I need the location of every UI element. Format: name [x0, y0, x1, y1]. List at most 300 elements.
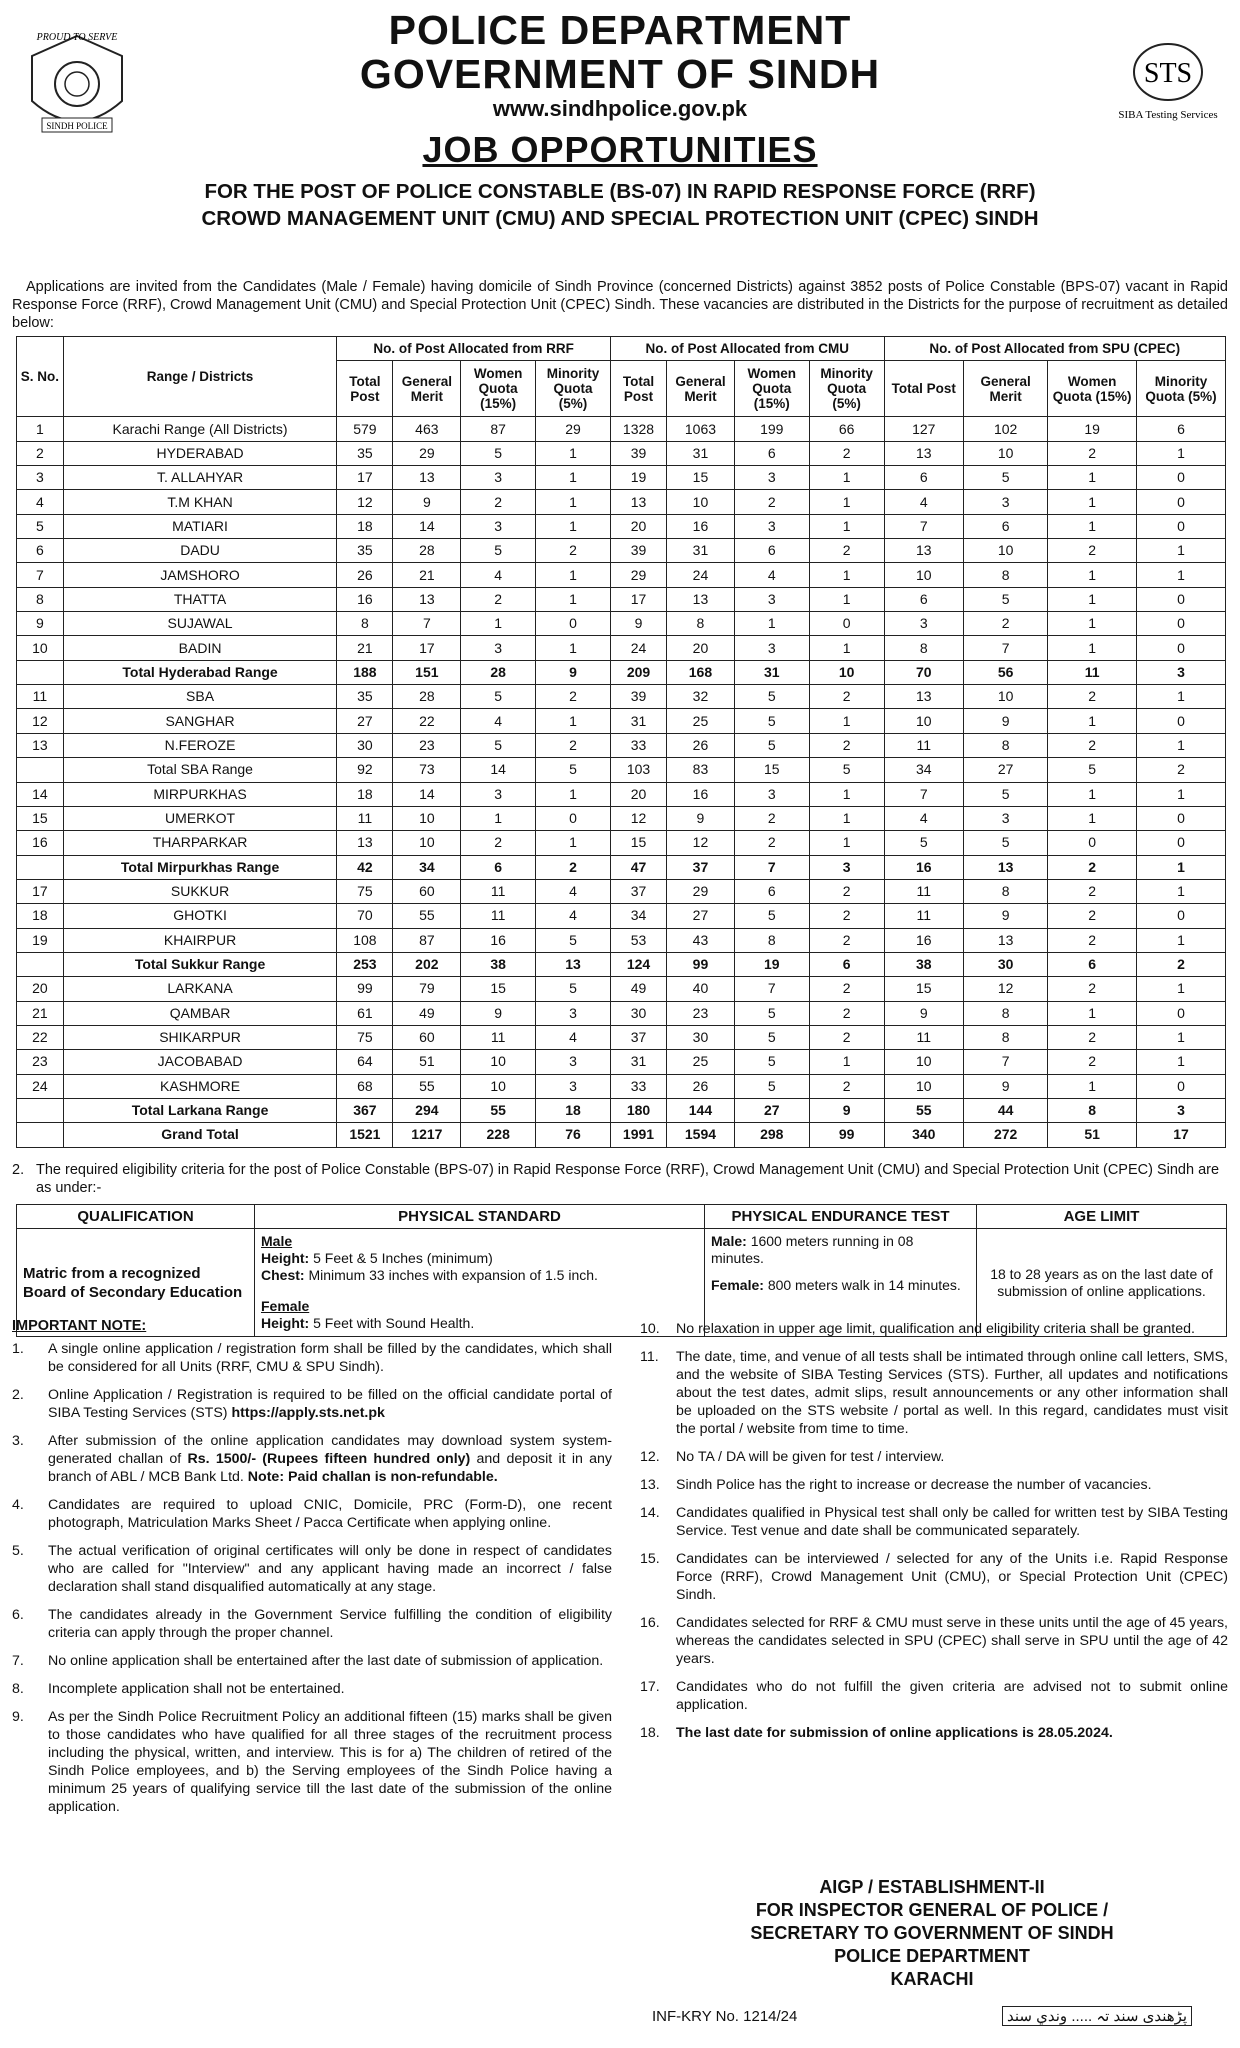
row-value: 1 [1048, 466, 1137, 490]
row-value: 8 [964, 1025, 1048, 1049]
row-value: 1 [1048, 1074, 1137, 1098]
row-value: 76 [536, 1123, 611, 1147]
row-sno: 24 [17, 1074, 64, 1098]
header-qualification: QUALIFICATION [17, 1205, 255, 1229]
row-value: 1 [1137, 441, 1226, 465]
row-district: SUKKUR [63, 879, 337, 903]
row-district: QAMBAR [63, 1001, 337, 1025]
row-district: Total Hyderabad Range [63, 660, 337, 684]
row-value: 7 [734, 855, 809, 879]
subheader-total: Total Post [337, 361, 393, 417]
row-value: 1 [1048, 514, 1137, 538]
row-value: 5 [461, 539, 536, 563]
row-value: 1 [809, 1050, 884, 1074]
row-value: 0 [1137, 1074, 1226, 1098]
row-value: 1 [1137, 879, 1226, 903]
intro-paragraph: Applications are invited from the Candidates (Male / Female) having domicile of Sindh Province (concerned Districts) against 3852 posts of Police Constable (BPS-07) vacant in Rapid Response Force (RRF), Crowd Management Unit (CMU) and Special Protection Unit (CPEC) Sindh. These vacancies are distributed in the Districts for the purpose of recruitment as detailed below: [12, 279, 1228, 331]
row-value: 49 [393, 1001, 461, 1025]
row-value: 28 [393, 685, 461, 709]
row-value: 31 [667, 441, 735, 465]
row-value: 18 [337, 782, 393, 806]
row-value: 5 [1048, 758, 1137, 782]
row-value: 8 [734, 928, 809, 952]
row-value: 38 [884, 952, 964, 976]
row-value: 55 [393, 1074, 461, 1098]
subheader-women: Women Quota (15%) [1048, 361, 1137, 417]
row-value: 27 [734, 1098, 809, 1122]
row-value: 13 [536, 952, 611, 976]
row-value: 3 [964, 806, 1048, 830]
row-value: 6 [964, 514, 1048, 538]
row-value: 2 [1048, 855, 1137, 879]
row-value: 9 [884, 1001, 964, 1025]
row-value: 340 [884, 1123, 964, 1147]
row-value: 92 [337, 758, 393, 782]
row-district: HYDERABAD [63, 441, 337, 465]
table-row [17, 782, 1226, 806]
table-row [17, 563, 1226, 587]
row-value: 1 [1048, 490, 1137, 514]
row-value: 168 [667, 660, 735, 684]
row-district: Total Mirpurkhas Range [63, 855, 337, 879]
row-value: 2 [809, 441, 884, 465]
row-district: MIRPURKHAS [63, 782, 337, 806]
row-value: 32 [667, 685, 735, 709]
row-value: 24 [667, 563, 735, 587]
row-value: 10 [461, 1074, 536, 1098]
website-link[interactable]: www.sindhpolice.gov.pk [492, 96, 748, 121]
row-value: 30 [610, 1001, 666, 1025]
row-value: 13 [337, 831, 393, 855]
row-value: 1 [1048, 806, 1137, 830]
row-value: 1 [1137, 563, 1226, 587]
svg-text:SIBA Testing Services: SIBA Testing Services [1118, 109, 1218, 121]
row-value: 5 [734, 1025, 809, 1049]
row-value: 8 [964, 879, 1048, 903]
row-value: 4 [536, 1025, 611, 1049]
row-value: 99 [667, 952, 735, 976]
row-value: 1 [1137, 782, 1226, 806]
note-item: 7. No online application shall be entertained after the last date of submission of application. [12, 1653, 604, 1669]
row-district: SANGHAR [63, 709, 337, 733]
row-value: 5 [536, 758, 611, 782]
note-item: 1. A single online application / registration form shall be filled by the candidates, which shall be considered for all Units (RRF, CMU & SPU Sindh). [12, 1341, 612, 1375]
row-value: 5 [461, 733, 536, 757]
row-value: 30 [964, 952, 1048, 976]
criteria-table [16, 1204, 1227, 1337]
row-value: 2 [1048, 977, 1137, 1001]
row-value: 1 [1137, 733, 1226, 757]
row-value: 2 [734, 831, 809, 855]
row-value: 18 [536, 1098, 611, 1122]
row-value: 3 [964, 490, 1048, 514]
row-value: 21 [393, 563, 461, 587]
row-value: 13 [964, 855, 1048, 879]
row-value: 29 [536, 417, 611, 441]
note-item: 2. Online Application / Registration is required to be filled on the official candidate portal of SIBA Testing Services (STS) https://apply.sts.net.pk [12, 1387, 612, 1421]
row-district: JAMSHORO [63, 563, 337, 587]
urdu-slogan: پڑھندی سند تہ ..... وندي سند [1002, 2006, 1192, 2026]
row-value: 1 [1137, 539, 1226, 563]
table-row [17, 1123, 1226, 1147]
row-value: 9 [461, 1001, 536, 1025]
row-value: 38 [461, 952, 536, 976]
row-value: 2 [1048, 441, 1137, 465]
endurance-cell: Male: 1600 meters running in 08 minutes. Female: 800 meters walk in 14 minutes. [705, 1229, 977, 1337]
row-value: 10 [809, 660, 884, 684]
note-item: 18. The last date for submission of online applications is 28.05.2024. [640, 1725, 1113, 1741]
row-value: 6 [1137, 417, 1226, 441]
row-value: 64 [337, 1050, 393, 1074]
row-value: 1 [1048, 587, 1137, 611]
row-value: 16 [884, 928, 964, 952]
row-value: 20 [667, 636, 735, 660]
row-value: 1 [536, 466, 611, 490]
table-row [17, 441, 1226, 465]
row-value: 1 [536, 441, 611, 465]
row-value: 3 [809, 855, 884, 879]
row-value: 228 [461, 1123, 536, 1147]
row-value: 5 [884, 831, 964, 855]
row-value: 15 [884, 977, 964, 1001]
row-value: 34 [610, 904, 666, 928]
row-value: 11 [337, 806, 393, 830]
row-sno [17, 758, 64, 782]
row-sno [17, 952, 64, 976]
row-value: 24 [610, 636, 666, 660]
row-value: 43 [667, 928, 735, 952]
row-sno [17, 1098, 64, 1122]
row-sno: 6 [17, 539, 64, 563]
row-value: 1 [1137, 1025, 1226, 1049]
row-value: 1 [809, 587, 884, 611]
note-item: 11. The date, time, and venue of all tests shall be intimated through online call letters, SMS, and the website of SIBA Testing Services (STS). Further, all updates and notifications about the test dates, admit slips, result announcements or any other information shall be uploaded on the STS website / portal as well. In this regard, candidates must visit the portal / website from time to time. [640, 1349, 1228, 1437]
row-value: 2 [1048, 539, 1137, 563]
row-district: GHOTKI [63, 904, 337, 928]
notes-left [12, 1340, 612, 1826]
row-sno: 19 [17, 928, 64, 952]
row-value: 13 [964, 928, 1048, 952]
row-value: 35 [337, 441, 393, 465]
row-value: 8 [1048, 1098, 1137, 1122]
table-row [17, 806, 1226, 830]
row-value: 3 [536, 1001, 611, 1025]
row-value: 66 [809, 417, 884, 441]
table-row [17, 733, 1226, 757]
row-value: 5 [809, 758, 884, 782]
row-value: 1 [461, 612, 536, 636]
row-value: 12 [964, 977, 1048, 1001]
row-value: 5 [734, 1001, 809, 1025]
row-value: 6 [461, 855, 536, 879]
row-value: 5 [461, 441, 536, 465]
row-value: 0 [1137, 1001, 1226, 1025]
row-sno: 12 [17, 709, 64, 733]
row-value: 1 [1137, 928, 1226, 952]
table-row [17, 1001, 1226, 1025]
row-value: 1328 [610, 417, 666, 441]
row-value: 1063 [667, 417, 735, 441]
row-district: THATTA [63, 587, 337, 611]
header-sno: S. No. [17, 337, 64, 417]
row-value: 1 [809, 831, 884, 855]
row-value: 16 [667, 514, 735, 538]
row-value: 0 [536, 612, 611, 636]
note-item: 14. Candidates qualified in Physical test shall only be called for written test by SIBA Testing Service. Test venue and date shall be communicated separately. [640, 1505, 1228, 1539]
note-2: 2. The required eligibility criteria for the post of Police Constable (BPS-07) in Rapid Response Force (RRF), Crowd Management Unit (CMU) and Special Protection Unit (CPEC) Sindh are as under:- [12, 1162, 1220, 1196]
header-range: Range / Districts [63, 337, 337, 417]
subheader-total: Total Post [884, 361, 964, 417]
row-value: 12 [667, 831, 735, 855]
row-value: 1 [1048, 636, 1137, 660]
row-value: 188 [337, 660, 393, 684]
note-item: 8. Incomplete application shall not be entertained. [12, 1681, 345, 1697]
row-sno: 10 [17, 636, 64, 660]
row-value: 33 [610, 733, 666, 757]
row-sno: 15 [17, 806, 64, 830]
row-value: 5 [964, 831, 1048, 855]
row-value: 2 [1048, 879, 1137, 903]
row-value: 14 [393, 782, 461, 806]
row-value: 30 [667, 1025, 735, 1049]
row-value: 1 [809, 490, 884, 514]
row-value: 12 [337, 490, 393, 514]
row-value: 2 [1137, 758, 1226, 782]
row-value: 40 [667, 977, 735, 1001]
row-sno: 21 [17, 1001, 64, 1025]
row-district: Total Sukkur Range [63, 952, 337, 976]
row-value: 7 [964, 1050, 1048, 1074]
row-value: 5 [734, 685, 809, 709]
row-value: 10 [667, 490, 735, 514]
row-value: 17 [610, 587, 666, 611]
row-value: 39 [610, 685, 666, 709]
row-value: 99 [809, 1123, 884, 1147]
row-value: 9 [667, 806, 735, 830]
row-value: 25 [667, 709, 735, 733]
row-value: 5 [964, 587, 1048, 611]
table-row [17, 879, 1226, 903]
header-age: AGE LIMIT [977, 1205, 1227, 1229]
row-district: SUJAWAL [63, 612, 337, 636]
row-value: 75 [337, 1025, 393, 1049]
table-row [17, 636, 1226, 660]
subheader-women: Women Quota (15%) [461, 361, 536, 417]
row-sno: 5 [17, 514, 64, 538]
row-value: 1 [536, 831, 611, 855]
subheader-general: General Merit [393, 361, 461, 417]
row-value: 2 [536, 539, 611, 563]
row-value: 60 [393, 879, 461, 903]
row-value: 151 [393, 660, 461, 684]
row-value: 29 [667, 879, 735, 903]
row-value: 1 [536, 563, 611, 587]
row-value: 10 [884, 1074, 964, 1098]
row-value: 0 [536, 806, 611, 830]
row-value: 2 [1137, 952, 1226, 976]
row-value: 3 [461, 466, 536, 490]
subheader-general: General Merit [667, 361, 735, 417]
row-value: 2 [1048, 733, 1137, 757]
row-value: 0 [1137, 612, 1226, 636]
row-value: 9 [964, 1074, 1048, 1098]
row-value: 108 [337, 928, 393, 952]
row-value: 0 [809, 612, 884, 636]
row-value: 4 [734, 563, 809, 587]
subheader-minority: Minority Quota (5%) [1137, 361, 1226, 417]
row-value: 2 [809, 1001, 884, 1025]
row-value: 463 [393, 417, 461, 441]
table-row [17, 612, 1226, 636]
row-sno: 20 [17, 977, 64, 1001]
row-value: 20 [610, 782, 666, 806]
row-value: 4 [461, 709, 536, 733]
row-value: 0 [1137, 806, 1226, 830]
row-value: 15 [610, 831, 666, 855]
row-sno: 3 [17, 466, 64, 490]
row-district: LARKANA [63, 977, 337, 1001]
row-sno: 14 [17, 782, 64, 806]
row-value: 6 [1048, 952, 1137, 976]
note-item: 13. Sindh Police has the right to increase or decrease the number of vacancies. [640, 1477, 1152, 1493]
row-value: 10 [964, 685, 1048, 709]
table-row [17, 685, 1226, 709]
row-value: 144 [667, 1098, 735, 1122]
row-value: 8 [667, 612, 735, 636]
row-value: 2 [461, 831, 536, 855]
table-row [17, 587, 1226, 611]
row-value: 11 [461, 904, 536, 928]
row-district: MATIARI [63, 514, 337, 538]
row-value: 17 [1137, 1123, 1226, 1147]
row-value: 4 [536, 879, 611, 903]
row-sno [17, 1123, 64, 1147]
row-value: 70 [884, 660, 964, 684]
row-value: 2 [809, 928, 884, 952]
row-value: 2 [536, 685, 611, 709]
row-value: 56 [964, 660, 1048, 684]
row-value: 1 [536, 709, 611, 733]
row-value: 10 [884, 1050, 964, 1074]
row-sno: 8 [17, 587, 64, 611]
row-value: 3 [734, 782, 809, 806]
department-title: POLICE DEPARTMENT [388, 7, 852, 53]
row-value: 3 [734, 514, 809, 538]
row-value: 15 [667, 466, 735, 490]
row-value: 1 [461, 806, 536, 830]
row-value: 75 [337, 879, 393, 903]
job-opportunities-title: JOB OPPORTUNITIES [422, 129, 818, 170]
row-value: 6 [734, 879, 809, 903]
note-item: 4. Candidates are required to upload CNIC, Domicile, PRC (Form-D), one recent photograph, Matriculation Marks Sheet / Pacca Certificate when applying online. [12, 1497, 612, 1531]
row-value: 2 [809, 1074, 884, 1098]
row-value: 28 [393, 539, 461, 563]
signature-block: AIGP / ESTABLISHMENT-II FOR INSPECTOR GENERAL OF POLICE / SECRETARY TO GOVERNMENT OF SINDH POLICE DEPARTMENT KARACHI [750, 1877, 1114, 1989]
note-item: 15. Candidates can be interviewed / selected for any of the Units i.e. Rapid Response Force (RRF), Crowd Management Unit (CMU), or Special Protection Unit (CPEC) Sindh. [640, 1551, 1228, 1603]
row-value: 15 [461, 977, 536, 1001]
row-value: 70 [337, 904, 393, 928]
qualification-cell: Matric from a recognized Board of Secondary Education [17, 1229, 255, 1337]
row-value: 27 [667, 904, 735, 928]
row-value: 27 [964, 758, 1048, 782]
row-district: T. ALLAHYAR [63, 466, 337, 490]
row-value: 1 [1048, 1001, 1137, 1025]
post-subtitle-2: CROWD MANAGEMENT UNIT (CMU) AND SPECIAL PROTECTION UNIT (CPEC) SINDH [201, 207, 1039, 230]
row-value: 51 [1048, 1123, 1137, 1147]
row-value: 199 [734, 417, 809, 441]
row-value: 1217 [393, 1123, 461, 1147]
row-value: 1 [1048, 782, 1137, 806]
row-value: 1 [1048, 709, 1137, 733]
row-value: 23 [393, 733, 461, 757]
row-value: 87 [461, 417, 536, 441]
row-value: 1 [809, 466, 884, 490]
row-value: 2 [1048, 1050, 1137, 1074]
row-value: 3 [536, 1050, 611, 1074]
row-value: 11 [884, 1025, 964, 1049]
row-value: 10 [884, 709, 964, 733]
subheader-women: Women Quota (15%) [734, 361, 809, 417]
notes-right [640, 1320, 1228, 1752]
table-row [17, 758, 1226, 782]
row-value: 18 [337, 514, 393, 538]
row-value: 2 [809, 879, 884, 903]
row-value: 99 [337, 977, 393, 1001]
row-value: 3 [734, 466, 809, 490]
row-value: 34 [884, 758, 964, 782]
row-value: 3 [461, 782, 536, 806]
row-sno: 18 [17, 904, 64, 928]
row-value: 209 [610, 660, 666, 684]
row-value: 23 [667, 1001, 735, 1025]
row-district: JACOBABAD [63, 1050, 337, 1074]
row-sno: 1 [17, 417, 64, 441]
row-value: 12 [610, 806, 666, 830]
row-value: 1 [536, 587, 611, 611]
row-value: 180 [610, 1098, 666, 1122]
header-cmu: No. of Post Allocated from CMU [610, 337, 884, 361]
row-value: 53 [610, 928, 666, 952]
row-value: 5 [734, 1050, 809, 1074]
row-value: 2 [809, 1025, 884, 1049]
row-value: 3 [461, 636, 536, 660]
row-value: 4 [461, 563, 536, 587]
posts-table [16, 336, 1226, 1148]
row-district: BADIN [63, 636, 337, 660]
table-row [17, 952, 1226, 976]
row-value: 3 [884, 612, 964, 636]
row-value: 16 [667, 782, 735, 806]
row-value: 16 [461, 928, 536, 952]
row-sno: 7 [17, 563, 64, 587]
row-value: 4 [536, 904, 611, 928]
row-sno: 2 [17, 441, 64, 465]
table-row [17, 1050, 1226, 1074]
row-value: 2 [1048, 904, 1137, 928]
row-sno: 9 [17, 612, 64, 636]
row-value: 6 [734, 539, 809, 563]
table-row [17, 1025, 1226, 1049]
row-value: 51 [393, 1050, 461, 1074]
table-row [17, 904, 1226, 928]
row-value: 34 [393, 855, 461, 879]
row-value: 102 [964, 417, 1048, 441]
row-value: 20 [610, 514, 666, 538]
row-value: 10 [393, 806, 461, 830]
row-value: 10 [964, 539, 1048, 563]
row-value: 13 [884, 441, 964, 465]
row-value: 0 [1137, 636, 1226, 660]
